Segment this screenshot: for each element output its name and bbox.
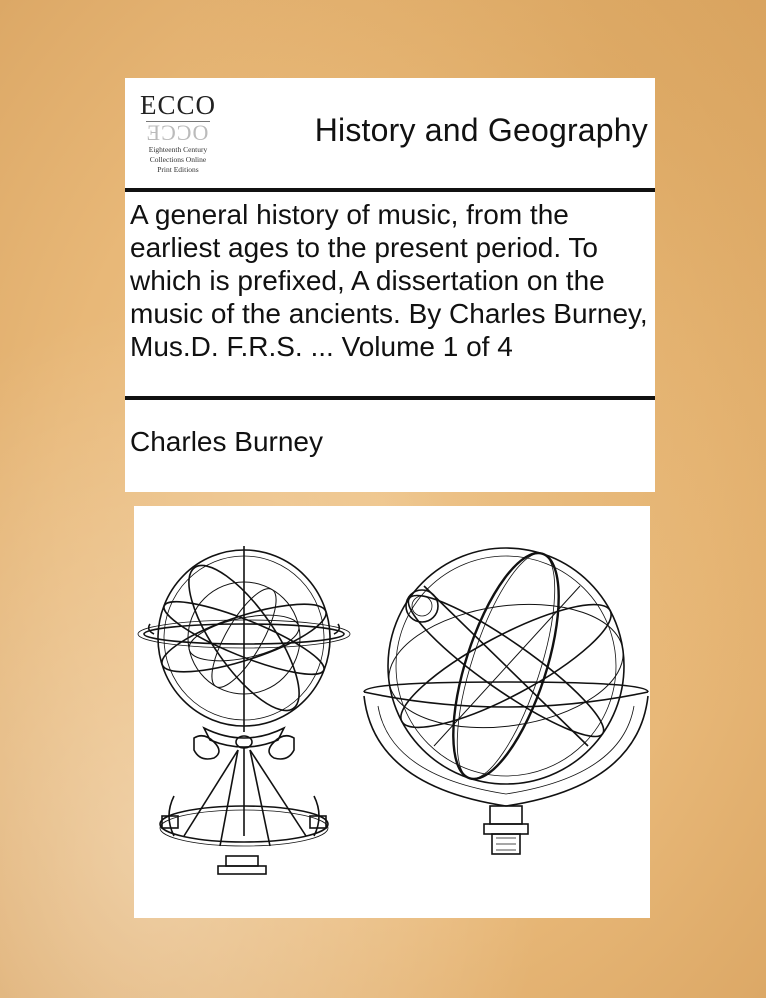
ecco-logo (138, 90, 218, 178)
bottom-rule (125, 396, 655, 400)
top-rule (125, 188, 655, 192)
author-name: Charles Burney (130, 426, 323, 457)
title-card (125, 78, 655, 492)
armillary-sphere-right (364, 541, 648, 854)
armillary-spheres-illustration (134, 506, 650, 918)
logo-mark: ECCO (139, 90, 216, 120)
armillary-sphere-left (138, 546, 350, 874)
logo-caption: Eighteenth Century Collections Online Print Editions (148, 145, 208, 174)
book-title: A general history of music, from the earliest ages to the present period. To which is prefixed, A dissertation on the music of the ancients. By Charles Burney, Mus.D. F.R.S. ... Volume 1 of 4 (130, 199, 648, 362)
series-title: History and Geography (314, 112, 648, 148)
logo-mark-reflection: ƎƆƆO (146, 120, 210, 145)
